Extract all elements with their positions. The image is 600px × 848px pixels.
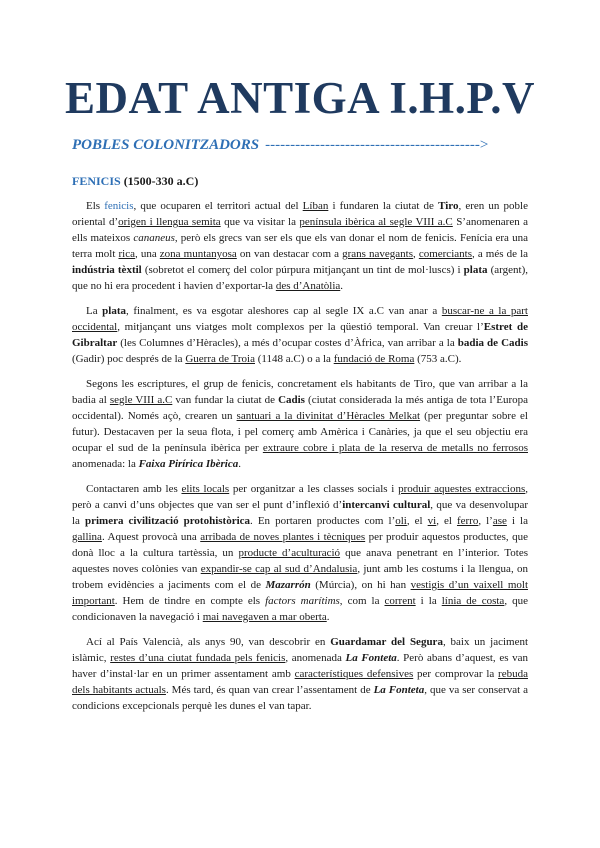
underlined-term: santuari a la divinitat d’Hèracles Melkat [236, 410, 421, 422]
page-title: EDAT ANTIGA I.H.P.V [64, 73, 536, 123]
text: anomenada: la [72, 458, 139, 470]
bold-term: Cadis [278, 394, 305, 406]
bold-term: Estret de Gibraltar [72, 321, 528, 349]
text: , una [134, 248, 160, 260]
underlined-term: línia de costa [441, 595, 505, 607]
bold-italic-term: La Fonteta [373, 684, 425, 696]
underlined-term: corrent [384, 595, 416, 607]
underlined-term: Líban [302, 200, 329, 212]
highlight-term: fenicis [104, 200, 134, 212]
section-heading [72, 137, 532, 154]
underlined-term: fundació de Roma [333, 353, 415, 365]
underlined-term: oli [395, 515, 407, 527]
text: per produir aquestos productes, que donà lloc a la cultura tartèssia, un [72, 531, 528, 559]
text: que anava penetrant en l’interior. Totes aquestes noves colònies van [72, 547, 528, 575]
text: . Hem de tindre en compte els [114, 595, 266, 607]
text: (753 a.C). [414, 353, 462, 365]
text: , l’ [478, 515, 493, 527]
text: i la [415, 595, 442, 607]
text: Segons les escriptures, el grup de fenicis, concretament els habitants de Tiro, que van arribar a la badia al [72, 378, 528, 406]
underlined-term: vi [427, 515, 437, 527]
underlined-term: ferro [456, 515, 479, 527]
subsection-heading [72, 174, 198, 189]
underlined-term: ase [492, 515, 507, 527]
text: , a més de la [471, 248, 529, 260]
text: on van destacar com a [236, 248, 343, 260]
text: (Gadir) poc després de la [72, 353, 186, 365]
underlined-term: elits locals [181, 483, 230, 495]
text: , que va ser conservat a condicions excepcionals perquè les dunes el van tapar. [72, 684, 529, 712]
text: S’anomenaren a ells mateixos [72, 216, 529, 244]
italic-term: factors marítims [265, 595, 340, 607]
underlined-term: gallina [72, 531, 102, 543]
text: , baix un jaciment islàmic, [72, 636, 529, 664]
text: , però els grecs van ser els que els van donar el nom de fenicis. Fenícia era una terra molt [72, 232, 528, 260]
text: Ací al País Valencià, als anys 90, van descobrir en [86, 636, 331, 648]
underlined-term: extraure cobre i plata de la reserva de metalls no ferrosos [262, 442, 528, 454]
text: . Més tard, és quan van crear l’assentament de [165, 684, 374, 696]
text: i fundaren la ciutat de [328, 200, 439, 212]
text: , eren un poble oriental d’ [72, 200, 528, 228]
text: i la [506, 515, 528, 527]
bold-term: primera civilització protohistòrica [84, 515, 251, 527]
bold-italic-term: La Fonteta [345, 652, 397, 664]
text: (per preguntar sobre el futur). Destacaven per la seua flota, i pel comerç amb Amèrica i Canàries, ja que el seu objectiu era ocupar el sud de la península ibèrica per [72, 410, 528, 454]
text: . [340, 280, 344, 292]
paragraph-4 [72, 481, 528, 625]
underlined-term: mai navegaven a mar oberta [202, 611, 327, 623]
underlined-term: segle VIII a.C [109, 394, 173, 406]
paragraph-1 [72, 198, 528, 294]
text: (Múrcia), on hi han [310, 579, 411, 591]
section-arrow: -------------------------------------------> [265, 137, 489, 153]
bold-term: Tiro [438, 200, 459, 212]
underlined-term: característiques defensives [294, 668, 414, 680]
section-label: POBLES COLONITZADORS [72, 137, 260, 153]
text: , mitjançant uns viatges molt complexos per la qüestió temporal. Van creuar l’ [117, 321, 484, 333]
text: (les Columnes d’Hèracles), a més d’ocupar costes d’Àfrica, van arribar a la [117, 337, 458, 349]
text: , junt amb les costums i la llengua, on trobem evidències a jaciments com el de [72, 563, 529, 591]
text: (argent), que no hi era procedent i havien d’exportar-la [72, 264, 528, 292]
text: , que condicionaven la navegació i [72, 595, 528, 623]
underlined-term: zona muntanyosa [159, 248, 237, 260]
underlined-term: producte d’aculturació [238, 547, 341, 559]
text: , el [406, 515, 428, 527]
bold-term: intercanvi cultural [342, 499, 431, 511]
bold-term: Guardamar del Segura [330, 636, 443, 648]
text: , que va desenvolupar la [72, 499, 529, 527]
paragraph-5 [72, 634, 528, 714]
underlined-term: buscar-ne a la part occidental [72, 305, 528, 333]
bold-italic-term: Mazarrón [265, 579, 311, 591]
text: (1148 a.C) o a la [254, 353, 334, 365]
text: , com la [339, 595, 385, 607]
text: , el [436, 515, 457, 527]
underlined-term: produir aquestes extraccions [398, 483, 526, 495]
text: per comprovar la [413, 668, 499, 680]
underlined-term: arribada de noves plantes i tècniques [200, 531, 366, 543]
text: , [412, 248, 419, 260]
text: La [86, 305, 103, 317]
underlined-term: des d’Anatòlia [275, 280, 341, 292]
underlined-term: rica [118, 248, 135, 260]
document-body [72, 198, 528, 723]
text: . [238, 458, 241, 470]
paragraph-2 [72, 303, 528, 367]
bold-term: indústria tèxtil [72, 264, 142, 276]
bold-italic-term: Faixa Pirírica Ibèrica [138, 458, 239, 470]
underlined-term: Guerra de Troia [185, 353, 255, 365]
underlined-term: rebuda dels habitants actuals [72, 668, 528, 696]
underlined-term: península ibèrica al segle VIII a.C [299, 216, 453, 228]
subsection-name: FENICIS [72, 174, 121, 188]
text: (ciutat considerada la més antiga de tota l’Europa occidental). Només açò, crearen un [72, 394, 528, 422]
underlined-term: grans navegants [342, 248, 413, 260]
subsection-dates: (1500-330 a.C) [123, 174, 199, 188]
text: per organitzar a les classes socials i [229, 483, 399, 495]
text: Contactaren amb les [86, 483, 182, 495]
bold-term: badia de Cadis [457, 337, 528, 349]
text: Els [86, 200, 105, 212]
underlined-term: origen i llengua semita [118, 216, 221, 228]
underlined-term: comerciants [418, 248, 472, 260]
text: , anomenada [285, 652, 346, 664]
underlined-term: expandir-se cap al sud d’Andalusia [200, 563, 358, 575]
text: . Aquest provocà una [101, 531, 201, 543]
bold-term: plata [463, 264, 488, 276]
text: van fundar la ciutat de [172, 394, 279, 406]
bold-term: plata [102, 305, 127, 317]
underlined-term: restes d’una ciutat fundada pels fenicis [110, 652, 286, 664]
paragraph-3 [72, 376, 528, 472]
text: que va visitar la [220, 216, 300, 228]
text: , que ocuparen el territori actual del [133, 200, 303, 212]
text: , però a canvi d’uns objectes que van ser el punt d’inflexió d’ [72, 483, 528, 511]
text: . En portaren productes com l’ [250, 515, 396, 527]
text: (sobretot el comerç del color púrpura mitjançant un tint de mol·luscs) i [141, 264, 464, 276]
underlined-term: vestigis d’un vaixell molt important [72, 579, 529, 607]
text: , finalment, es va esgotar aleshores cap al segle IX a.C van anar a [126, 305, 442, 317]
italic-term: cananeus [133, 232, 175, 244]
text: . [326, 611, 330, 623]
text: . Però abans d’aquest, es van haver d’instal·lar en un primer assentament amb [72, 652, 529, 680]
